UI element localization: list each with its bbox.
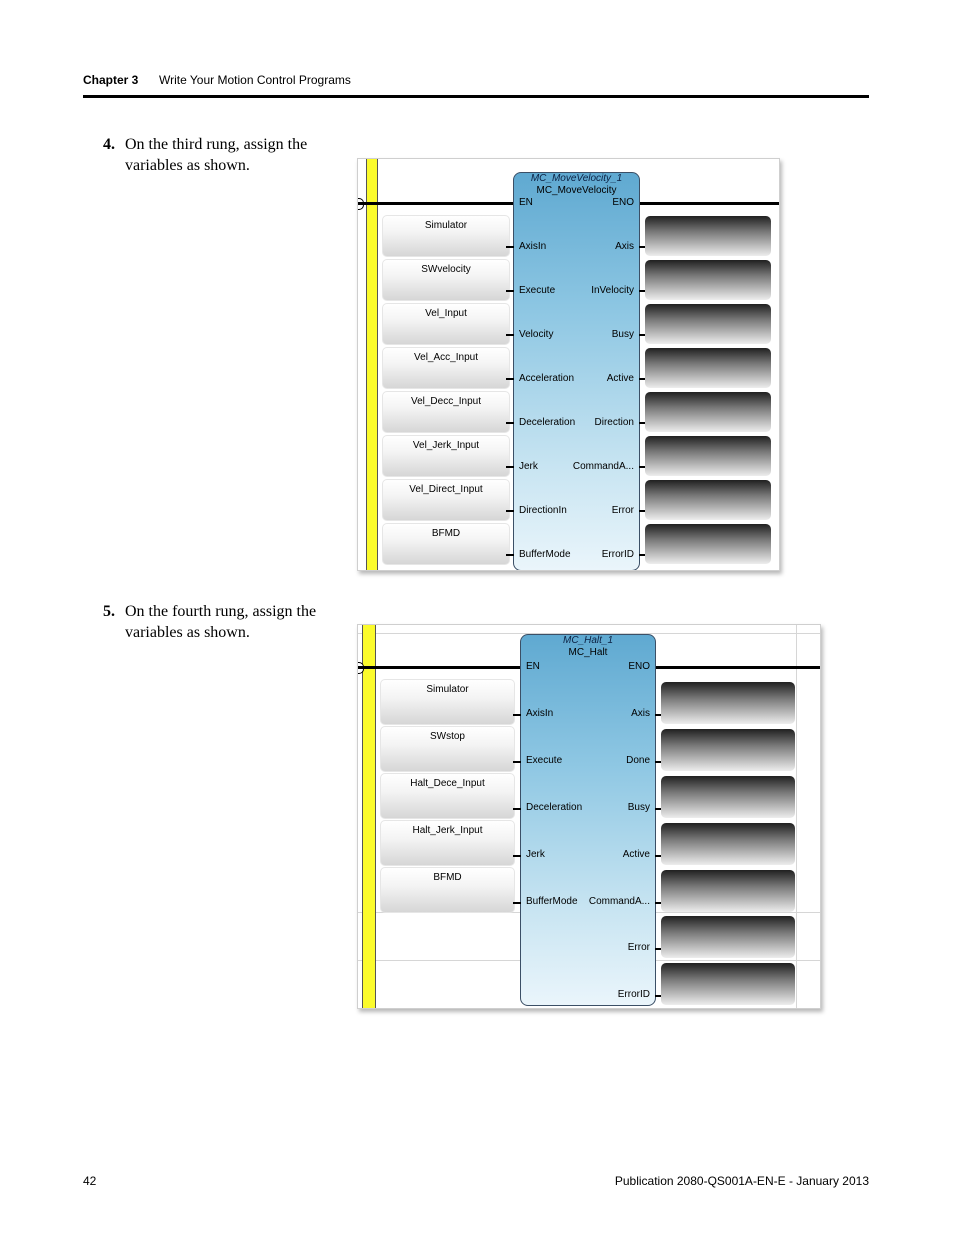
variable-label: Vel_Decc_Input bbox=[410, 396, 482, 407]
input-connector bbox=[513, 808, 521, 810]
output-variable[interactable] bbox=[661, 682, 795, 724]
input-pin: Deceleration bbox=[526, 802, 583, 813]
input-pin: BufferMode bbox=[519, 549, 571, 560]
output-variable[interactable] bbox=[645, 216, 771, 256]
output-variable[interactable] bbox=[645, 436, 771, 476]
step-4 bbox=[103, 134, 333, 176]
output-pin: CommandA... bbox=[588, 896, 650, 907]
input-variable[interactable] bbox=[380, 679, 515, 725]
input-connector bbox=[513, 761, 521, 763]
input-variable[interactable] bbox=[382, 523, 510, 565]
input-variable[interactable] bbox=[380, 773, 515, 819]
variable-label: Vel_Direct_Input bbox=[409, 484, 483, 495]
output-variable[interactable] bbox=[661, 776, 795, 818]
input-variable[interactable] bbox=[380, 867, 515, 913]
input-pin: Execute bbox=[526, 755, 563, 766]
input-connector bbox=[506, 466, 514, 468]
input-variable[interactable] bbox=[382, 347, 510, 389]
function-block[interactable] bbox=[520, 634, 656, 1006]
output-pin: Axis bbox=[615, 241, 634, 252]
ladder-diagram-move-velocity bbox=[357, 158, 780, 571]
function-block[interactable] bbox=[513, 172, 640, 571]
block-type-name: MC_Halt bbox=[568, 647, 608, 658]
output-variable[interactable] bbox=[661, 916, 795, 958]
input-variable[interactable] bbox=[382, 479, 510, 521]
output-variable[interactable] bbox=[645, 392, 771, 432]
input-variable[interactable] bbox=[380, 820, 515, 866]
input-connector bbox=[513, 902, 521, 904]
output-variable[interactable] bbox=[645, 524, 771, 564]
output-pin: CommandA... bbox=[572, 461, 634, 472]
variable-label: BFMD bbox=[433, 872, 462, 883]
step-5-text: On the fourth rung, assign the variables as shown. bbox=[125, 603, 317, 641]
variable-label: Halt_Dece_Input bbox=[410, 778, 485, 789]
input-connector bbox=[506, 510, 514, 512]
output-pin: Busy bbox=[627, 802, 650, 813]
grid-line bbox=[796, 625, 797, 1008]
output-pin: Active bbox=[622, 849, 650, 860]
input-pin: Jerk bbox=[519, 461, 538, 472]
input-variable[interactable] bbox=[382, 435, 510, 477]
step-5-number: 5. bbox=[103, 603, 115, 620]
block-instance-name: MC_Halt_1 bbox=[562, 635, 614, 646]
output-pin: Error bbox=[611, 505, 634, 516]
power-rail bbox=[362, 625, 376, 1008]
chapter-title: Write Your Motion Control Programs bbox=[159, 73, 351, 87]
variable-label: BFMD bbox=[431, 528, 461, 539]
input-connector bbox=[506, 246, 514, 248]
output-pin: ErrorID bbox=[601, 549, 634, 560]
input-pin: AxisIn bbox=[519, 241, 547, 252]
input-pin: Execute bbox=[519, 285, 556, 296]
output-pin: Axis bbox=[631, 708, 650, 719]
eno-pin: ENO bbox=[612, 197, 634, 208]
input-pin: DirectionIn bbox=[519, 505, 567, 516]
variable-label: Halt_Jerk_Input bbox=[412, 825, 483, 836]
en-pin: EN bbox=[526, 661, 540, 672]
input-variable[interactable] bbox=[382, 259, 510, 301]
output-pin: Busy bbox=[611, 329, 634, 340]
eno-pin: ENO bbox=[628, 661, 650, 672]
variable-label: Vel_Acc_Input bbox=[414, 352, 478, 363]
output-pin: Error bbox=[627, 942, 650, 953]
variable-label: Simulator bbox=[426, 684, 469, 695]
input-connector bbox=[506, 378, 514, 380]
step-5 bbox=[103, 601, 333, 643]
publication-info: Publication 2080-QS001A-EN-E - January 2013 bbox=[614, 1174, 869, 1188]
output-variable[interactable] bbox=[661, 729, 795, 771]
block-instance-name: MC_MoveVelocity_1 bbox=[530, 173, 623, 184]
ladder-diagram-halt bbox=[357, 624, 821, 1009]
output-pin: InVelocity bbox=[591, 285, 634, 296]
page-number: 42 bbox=[83, 1174, 97, 1188]
input-variable[interactable] bbox=[380, 726, 515, 772]
block-type-name: MC_MoveVelocity bbox=[536, 185, 617, 196]
power-rail bbox=[366, 159, 378, 570]
input-connector bbox=[513, 855, 521, 857]
input-connector bbox=[506, 554, 514, 556]
chapter-label: Chapter 3 bbox=[83, 73, 139, 87]
variable-label: Simulator bbox=[424, 220, 468, 231]
output-pin: Direction bbox=[594, 417, 634, 428]
input-pin: Velocity bbox=[519, 329, 554, 340]
input-pin: Jerk bbox=[526, 849, 545, 860]
input-variable[interactable] bbox=[382, 391, 510, 433]
variable-label: SWstop bbox=[429, 731, 465, 742]
en-pin: EN bbox=[519, 197, 533, 208]
input-connector bbox=[513, 714, 521, 716]
output-pin: ErrorID bbox=[617, 989, 650, 1000]
step-4-number: 4. bbox=[103, 136, 115, 153]
output-variable[interactable] bbox=[645, 480, 771, 520]
output-variable[interactable] bbox=[661, 870, 795, 912]
input-pin: Acceleration bbox=[519, 373, 575, 384]
variable-label: Vel_Jerk_Input bbox=[412, 440, 480, 451]
step-4-text: On the third rung, assign the variables as shown. bbox=[125, 136, 308, 174]
header-rule bbox=[83, 95, 869, 98]
output-variable[interactable] bbox=[645, 304, 771, 344]
input-connector bbox=[506, 290, 514, 292]
output-pin: Active bbox=[606, 373, 634, 384]
variable-label: SWvelocity bbox=[421, 264, 471, 275]
input-pin: BufferMode bbox=[526, 896, 578, 907]
input-pin: AxisIn bbox=[526, 708, 554, 719]
input-connector bbox=[506, 334, 514, 336]
input-variable[interactable] bbox=[382, 303, 510, 345]
input-variable[interactable] bbox=[382, 215, 510, 257]
output-variable[interactable] bbox=[661, 823, 795, 865]
input-pin: Deceleration bbox=[519, 417, 576, 428]
input-connector bbox=[506, 422, 514, 424]
output-variable[interactable] bbox=[645, 260, 771, 300]
output-pin: Done bbox=[626, 755, 650, 766]
output-variable[interactable] bbox=[661, 963, 795, 1005]
output-variable[interactable] bbox=[645, 348, 771, 388]
variable-label: Vel_Input bbox=[425, 308, 467, 319]
